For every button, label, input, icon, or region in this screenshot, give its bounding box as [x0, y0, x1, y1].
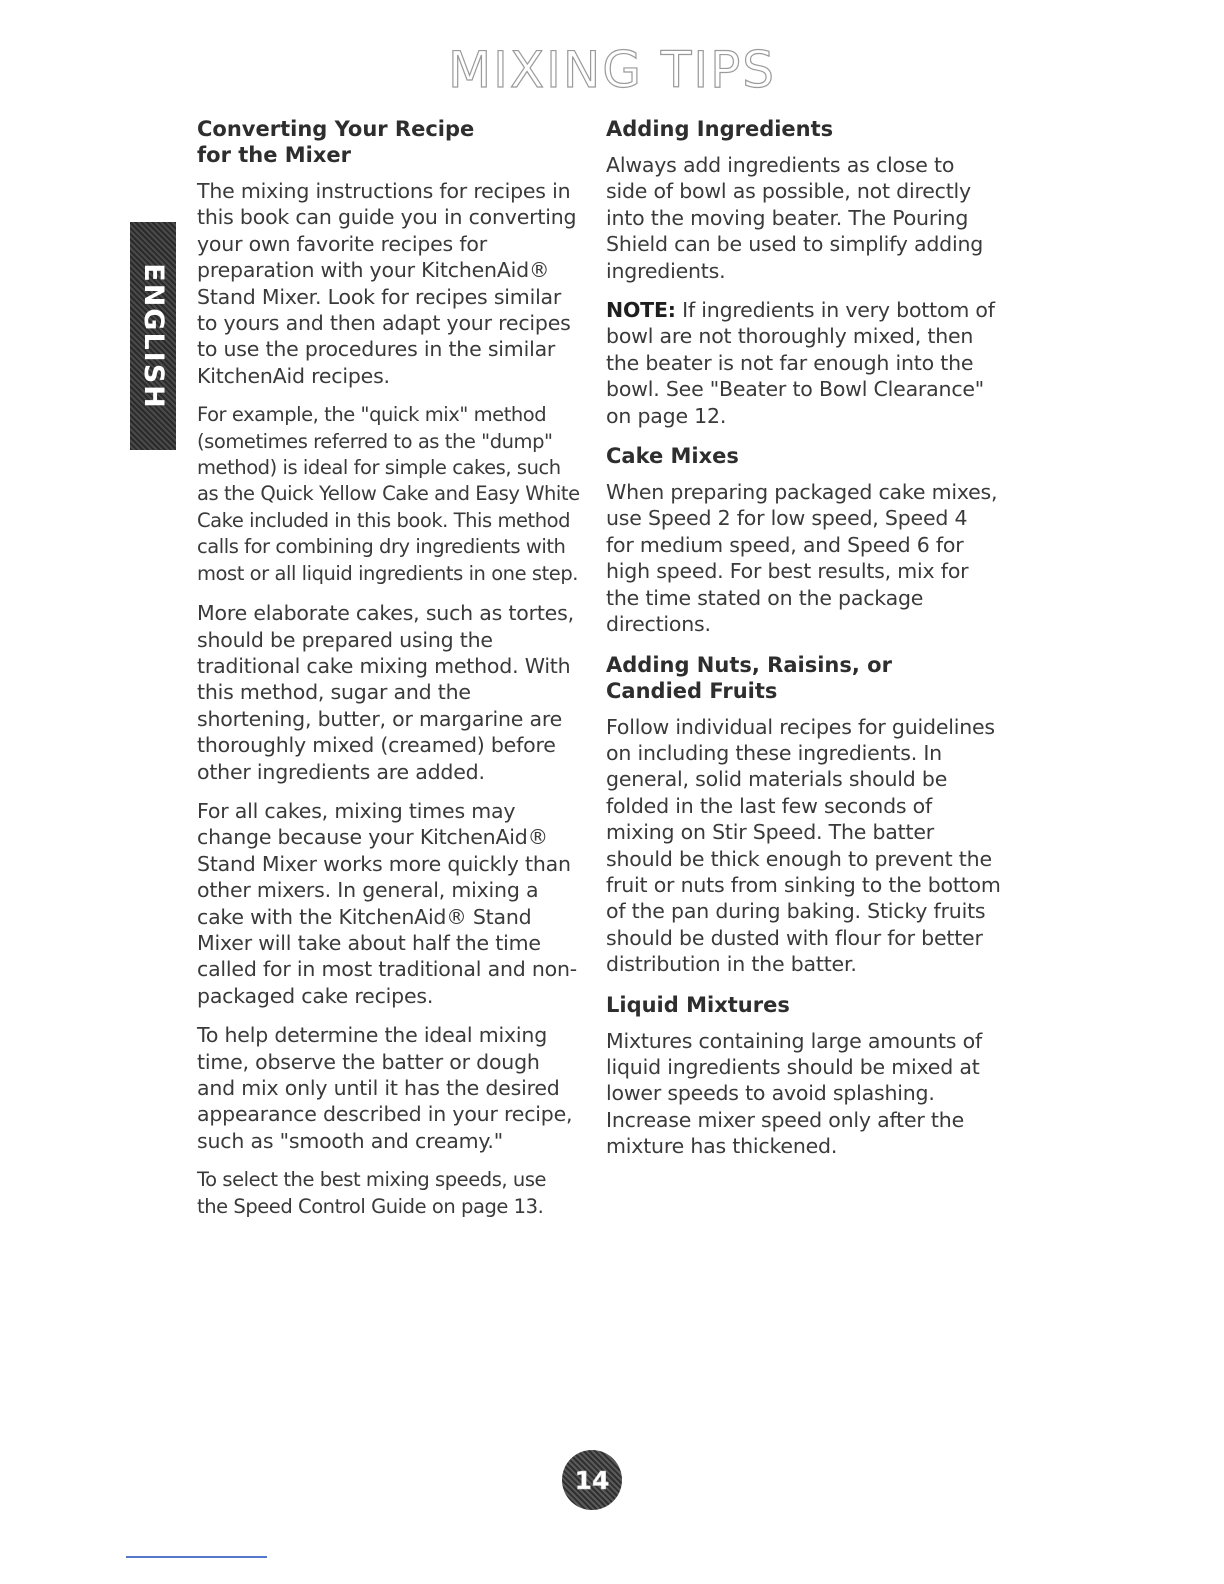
- converting-paragraph-3: More elaborate cakes, such as tortes, should be prepared using the traditional cake mixing method. With this method, sugar and the shortening, butter, or margarine are thoroughly mixed (creamed) before other ingredients are added.: [197, 601, 574, 784]
- page-number: 14: [574, 1465, 610, 1495]
- converting-recipe-heading: Converting Your Recipe for the Mixer: [197, 117, 475, 167]
- note-label: NOTE:: [606, 298, 676, 323]
- converting-paragraph-5: To help determine the ideal mixing time, observe the batter or dough and mix only until it has the desired appearance described in your recipe, such as "smooth and creamy.": [197, 1023, 573, 1153]
- converting-paragraph-6: To select the best mixing speeds, use the Speed Control Guide on page 13.: [197, 1168, 547, 1218]
- footer-rule: [126, 1556, 267, 1558]
- converting-paragraph-2: For example, the "quick mix" method (sometimes referred to as the "dump" method) is ideal for simple cakes, such as the Quick Yellow Cake and Easy White Cake included in this book. This method calls for combining dry ingredients with most or all liquid ingredients in one step.: [197, 403, 580, 585]
- adding-nuts-heading: Adding Nuts, Raisins, or Candied Fruits: [606, 652, 892, 703]
- note-text: If ingredients in very bottom of bowl are not thoroughly mixed, then the beater is not far enough into the bowl. See "Beater to Bowl Clearance" on page 12.: [606, 298, 995, 428]
- adding-ingredients-body: Always add ingredients as close to side of bowl as possible, not directly into the moving beater. The Pouring Shield can be used to simplify adding ingredients.: [606, 153, 984, 283]
- right-column: [606, 116, 1001, 1173]
- language-tab-label: ENGLISH: [137, 262, 169, 410]
- language-tab: [130, 222, 176, 450]
- converting-paragraph-4: For all cakes, mixing times may change because your KitchenAid® Stand Mixer works more quickly than other mixers. In general, mixing a cake with the KitchenAid® Stand Mixer will take about half the time called for in most traditional and non-packaged cake recipes.: [197, 798, 578, 1008]
- page-title: MIXING TIPS: [447, 41, 777, 99]
- converting-paragraph-1: The mixing instructions for recipes in this book can guide you in converting your own favorite recipes for preparation with your KitchenAid® Stand Mixer. Look for recipes similar to yours and then adapt your recipes to use the procedures in the similar KitchenAid recipes.: [197, 179, 577, 388]
- cake-mixes-heading: Cake Mixes: [606, 444, 739, 469]
- left-column: [197, 116, 582, 1233]
- liquid-mixtures-body: Mixtures containing large amounts of liquid ingredients should be mixed at lower speeds to avoid splashing. Increase mixer speed only after the mixture has thickened.: [606, 1028, 982, 1159]
- page-number-badge: [562, 1450, 622, 1510]
- adding-ingredients-heading: Adding Ingredients: [606, 117, 834, 141]
- adding-ingredients-note: [606, 297, 1001, 429]
- cake-mixes-body: When preparing packaged cake mixes, use Speed 2 for low speed, Speed 4 for medium speed, and Speed 6 for high speed. For best results, mix for the time stated on the package directions.: [606, 480, 998, 637]
- adding-nuts-body: Follow individual recipes for guidelines on including these ingredients. In general, solid materials should be folded in the last few seconds of mixing on Stir Speed. The batter should be thick enough to prevent the fruit or nuts from sinking to the bottom of the pan during baking. Sticky fruits should be dusted with flour for better distribution in the batter.: [606, 714, 1001, 977]
- liquid-mixtures-heading: Liquid Mixtures: [606, 992, 790, 1017]
